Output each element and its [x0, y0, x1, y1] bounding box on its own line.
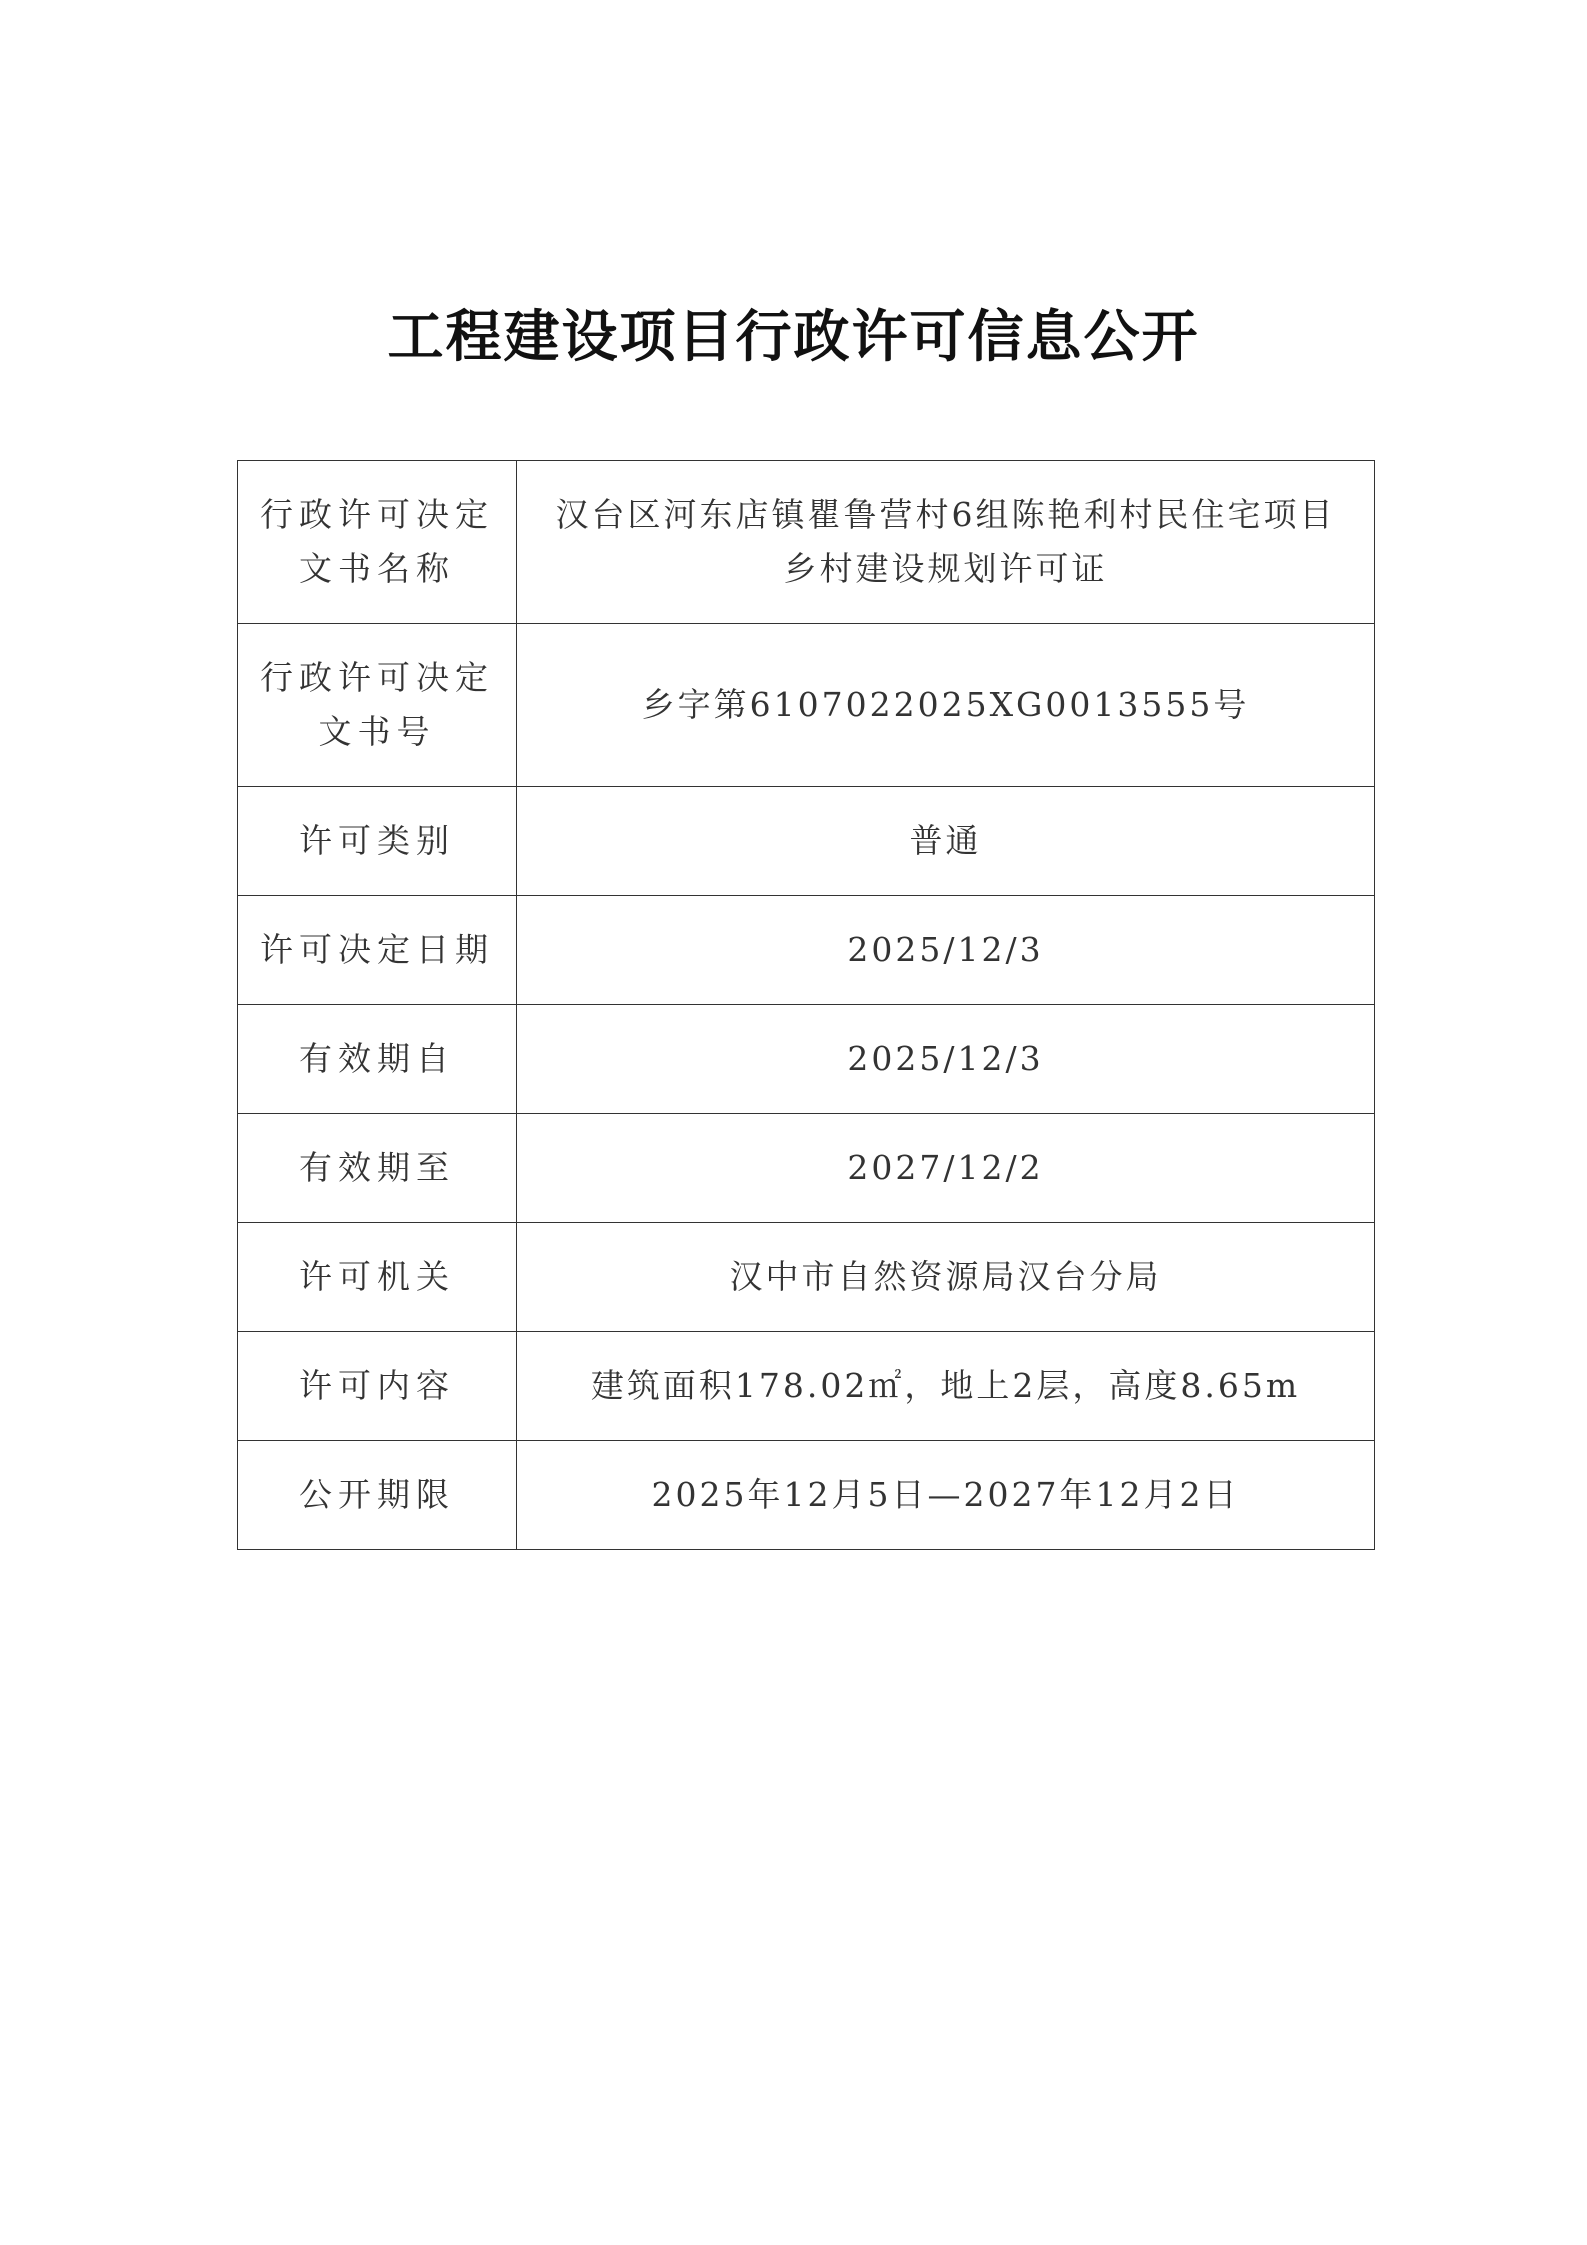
row-label [238, 624, 517, 787]
value-line: 2027/12/2 [847, 1148, 1044, 1187]
row-value [517, 461, 1375, 624]
document-title: 工程建设项目行政许可信息公开 [387, 305, 1200, 370]
row-label [238, 1114, 517, 1223]
row-value [517, 1441, 1375, 1550]
row-label [238, 461, 517, 624]
value-line: 2025/12/3 [847, 1039, 1044, 1078]
label-line: 许可决定日期 [260, 930, 494, 969]
label-line: 有效期至 [299, 1148, 455, 1187]
row-label [238, 1332, 517, 1441]
label-line: 文书号 [318, 712, 436, 751]
label-line: 行政许可决定 [260, 658, 494, 697]
table-row-publication-period [238, 1441, 1375, 1550]
row-value [517, 624, 1375, 787]
label-line: 许可内容 [299, 1366, 455, 1405]
value-line: 2025年12月5日—2027年12月2日 [651, 1475, 1240, 1514]
table-row-decision-document-number [238, 624, 1375, 787]
value-line: 乡村建设规划许可证 [783, 549, 1108, 588]
table-row-decision-document-name [238, 461, 1375, 624]
row-value [517, 1332, 1375, 1441]
row-label [238, 1005, 517, 1114]
table-row-permit-content [238, 1332, 1375, 1441]
row-label [238, 787, 517, 896]
row-value [517, 1223, 1375, 1332]
value-line: 汉中市自然资源局汉台分局 [729, 1257, 1162, 1296]
row-value [517, 896, 1375, 1005]
value-line: 2025/12/3 [847, 930, 1044, 969]
row-label [238, 896, 517, 1005]
label-line: 许可类别 [299, 821, 455, 860]
row-value [517, 1005, 1375, 1114]
label-line: 行政许可决定 [260, 495, 494, 534]
value-line: 汉台区河东店镇瞿鲁营村6组陈艳利村民住宅项目 [555, 495, 1336, 534]
label-line: 文书名称 [299, 549, 455, 588]
value-line: 乡字第6107022025XG0013555号 [641, 685, 1250, 724]
row-label [238, 1441, 517, 1550]
table-row-permit-category [238, 787, 1375, 896]
value-line: 普通 [909, 821, 982, 860]
permit-info-table [237, 460, 1375, 1550]
table-row-decision-date [238, 896, 1375, 1005]
table-row-valid-from [238, 1005, 1375, 1114]
row-value [517, 1114, 1375, 1223]
label-line: 有效期自 [299, 1039, 455, 1078]
label-line: 公开期限 [299, 1475, 455, 1514]
table-row-valid-until [238, 1114, 1375, 1223]
value-line: 建筑面积178.02㎡，地上2层，高度8.65m [590, 1366, 1301, 1405]
table-row-issuing-authority [238, 1223, 1375, 1332]
label-line: 许可机关 [299, 1257, 455, 1296]
row-label [238, 1223, 517, 1332]
row-value [517, 787, 1375, 896]
